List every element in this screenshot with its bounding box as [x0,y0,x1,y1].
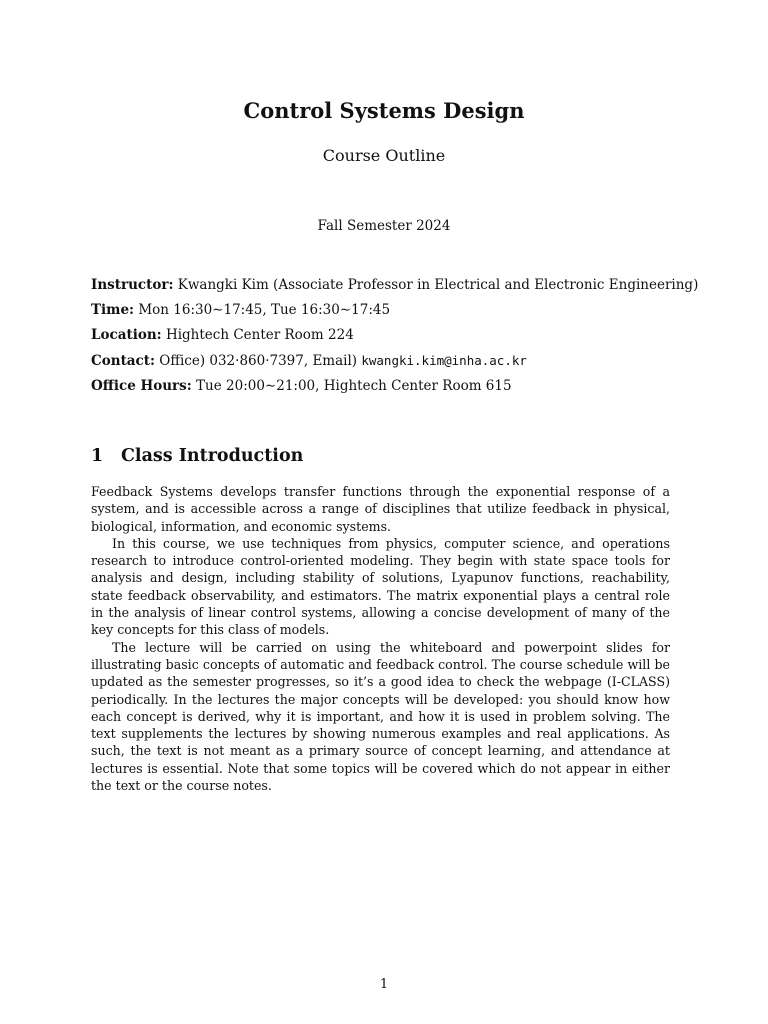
body-paragraph: Feedback Systems develops transfer functions through the exponential response of a system, and is accessible across a range of disciplines that utilize feedback in physical, biological, information, and economic systems. [91,484,670,534]
time-value: Mon 16:30∼17:45, Tue 16:30∼17:45 [138,302,391,318]
instructor-row [91,273,699,298]
contact-email: kwangki.kim@inha.ac.kr [361,353,527,368]
body-paragraph: The lecture will be carried on using the whiteboard and powerpoint slides for illustrating basic concepts of automatic and feedback control. The course schedule will be updated as the semester progresses, so it’s a good idea to check the webpage (I-CLASS) periodically. In the lectures the major concepts will be developed: you should know how each concept is derived, why it is important, and how it is used in problem solving. The text supplements the lectures by showing numerous examples and real applications. As such, the text is not meant as a primary source of concept learning, and attendance at lectures is essential. Note that some topics will be covered which do not appear in either the text or the course notes. [91,639,670,794]
location-row [91,323,691,348]
contact-value: Office) 032·860·7397, Email) [159,353,358,369]
time-label: Time: [91,302,135,318]
contact-label: Contact: [91,353,155,369]
section-number: 1 [91,446,104,466]
document-title: Control Systems Design [243,98,525,123]
section-heading [91,446,303,466]
location-value: Hightech Center Room 224 [165,327,354,343]
course-info-block [91,273,699,399]
office-hours-row [91,374,691,399]
document-subtitle: Course Outline [322,146,446,165]
page-number: 1 [379,977,389,992]
contact-row [91,348,691,374]
instructor-label: Instructor: [91,277,174,293]
office-hours-value: Tue 20:00∼21:00, Hightech Center Room 615 [196,378,512,394]
time-row [91,298,691,323]
section-body [91,483,670,794]
body-paragraph: In this course, we use techniques from physics, computer science, and operations research to introduce control-oriented modeling. They begin with state space tools for analysis and design, including stability of solutions, Lyapunov functions, reachability, state feedback observability, and estimators. The matrix exponential plays a central role in the analysis of linear control systems, allowing a concise development of many of the key concepts for this class of models. [91,535,670,638]
office-hours-label: Office Hours: [91,378,192,394]
section-title: Class Introduction [121,446,304,466]
instructor-value: Kwangki Kim (Associate Professor in Electrical and Electronic Engineering) [177,277,699,293]
location-label: Location: [91,327,162,343]
semester-label: Fall Semester 2024 [317,218,451,234]
